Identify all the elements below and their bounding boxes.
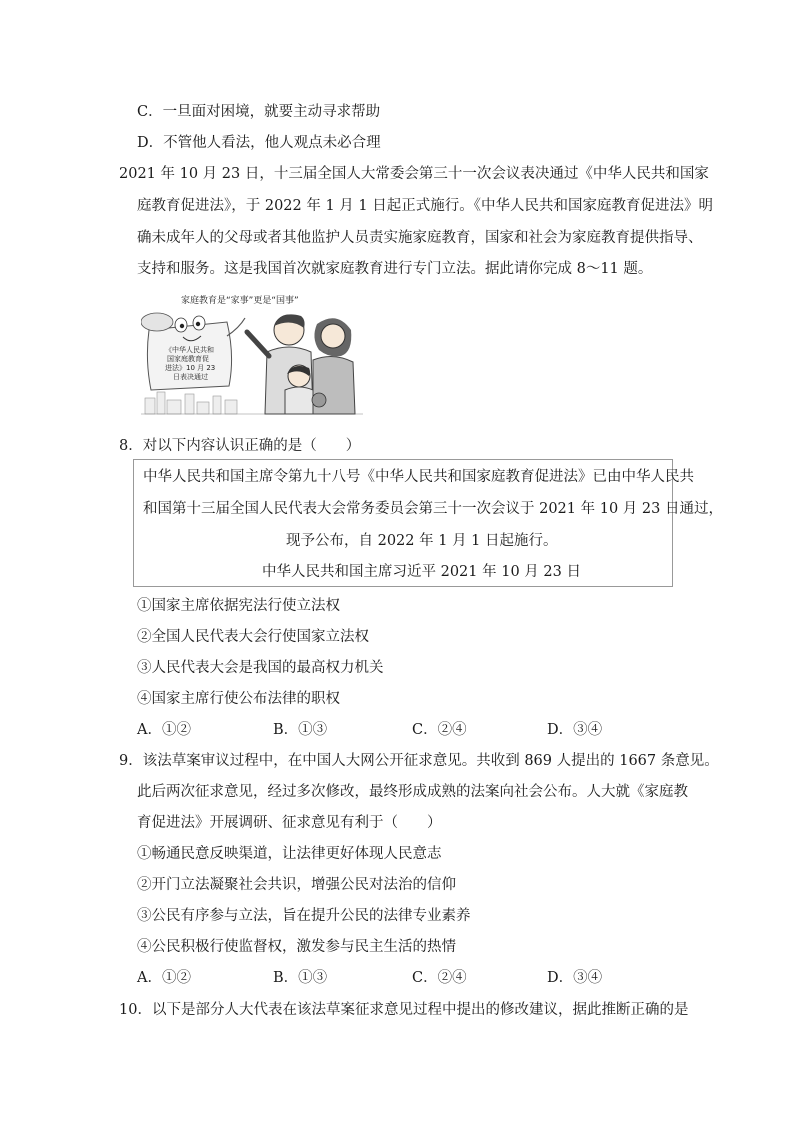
- q8-choice-a[interactable]: A．①②: [137, 722, 191, 738]
- q8-choice-c[interactable]: C．②④: [412, 722, 467, 738]
- q9-choice-b[interactable]: B．①③: [273, 970, 328, 986]
- q8-box-line-2: 和国第十三届全国人民代表大会常务委员会第三十一次会议于 2021 年 10 月 23 日通过，: [143, 501, 723, 517]
- q8-choices: [137, 720, 657, 740]
- option-d-prev: D．不管他人看法，他人观点未必合理: [137, 135, 381, 151]
- q8-quote-box: [133, 459, 723, 587]
- material-line-3: 确未成年人的父母或者其他监护人员责实施家庭教育，国家和社会为家庭教育提供指导、: [137, 230, 703, 246]
- q9-item-3: ③公民有序参与立法，旨在提升公民的法律专业素养: [137, 908, 471, 924]
- option-c-prev: C．一旦面对困境，就要主动寻求帮助: [137, 104, 381, 120]
- material-line-2: 庭教育促进法》，于 2022 年 1 月 1 日起正式施行。《中华人民共和国家庭教育促进法》明: [137, 198, 714, 214]
- q9-item-4: ④公民积极行使监督权，激发参与民主生活的热情: [137, 939, 456, 955]
- q8-box-line-1: 中华人民共和国主席令第九十八号《中华人民共和国家庭教育促进法》已由中华人民共: [143, 469, 694, 485]
- q8-choice-d[interactable]: D．③④: [547, 722, 603, 738]
- q8-item-1: ①国家主席依据宪法行使立法权: [137, 598, 340, 614]
- q8-item-2: ②全国人民代表大会行使国家立法权: [137, 629, 369, 645]
- q10-line-1: 10．以下是部分人大代表在该法草案征求意见过程中提出的修改建议，据此推断正确的是: [119, 1002, 689, 1018]
- family-education-cartoon: [141, 290, 363, 420]
- q9-choice-c[interactable]: C．②④: [412, 970, 467, 986]
- q9-line-1: 9．该法草案审议过程中，在中国人大网公开征求意见。共收到 869 人提出的 1667 条意见。: [119, 753, 719, 769]
- doc-text-3: 进法》10 月 23: [165, 364, 216, 372]
- q9-choices: [137, 968, 657, 988]
- doc-text-2: 国家庭教育促: [167, 355, 209, 363]
- cartoon-svg: [141, 290, 363, 420]
- doc-text-1: 《中华人民共和: [165, 346, 214, 354]
- q8-box-line-4: 中华人民共和国主席习近平 2021 年 10 月 23 日: [262, 564, 581, 580]
- q9-choice-a[interactable]: A．①②: [137, 970, 191, 986]
- material-line-1: 2021 年 10 月 23 日，十三届全国人大常委会第三十一次会议表决通过《中华人民共和国家: [119, 166, 709, 182]
- q9-item-1: ①畅通民意反映渠道，让法律更好体现人民意志: [137, 846, 442, 862]
- q8-item-4: ④国家主席行使公布法律的职权: [137, 691, 340, 707]
- q8-stem: 8．对以下内容认识正确的是（ ）: [119, 438, 361, 454]
- q8-box-line-3: 现予公布，自 2022 年 1 月 1 日起施行。: [286, 533, 558, 549]
- doc-text-4: 日表决通过: [173, 373, 208, 381]
- material-line-4: 支持和服务。这是我国首次就家庭教育进行专门立法。据此请你完成 8～11 题。: [137, 261, 653, 277]
- q8-choice-b[interactable]: B．①③: [273, 722, 328, 738]
- q9-choice-d[interactable]: D．③④: [547, 970, 603, 986]
- law-document-character: [141, 313, 245, 390]
- q9-line-2: 此后两次征求意见，经过多次修改，最终形成成熟的法案向社会公布。人大就《家庭教: [137, 784, 688, 800]
- q9-item-2: ②开门立法凝聚社会共识，增强公民对法治的信仰: [137, 877, 456, 893]
- q8-item-3: ③人民代表大会是我国的最高权力机关: [137, 660, 384, 676]
- q9-line-3: 育促进法》开展调研、征求意见有利于（ ）: [137, 815, 442, 831]
- cartoon-caption: 家庭教育是“家事”更是“国事”: [181, 296, 299, 306]
